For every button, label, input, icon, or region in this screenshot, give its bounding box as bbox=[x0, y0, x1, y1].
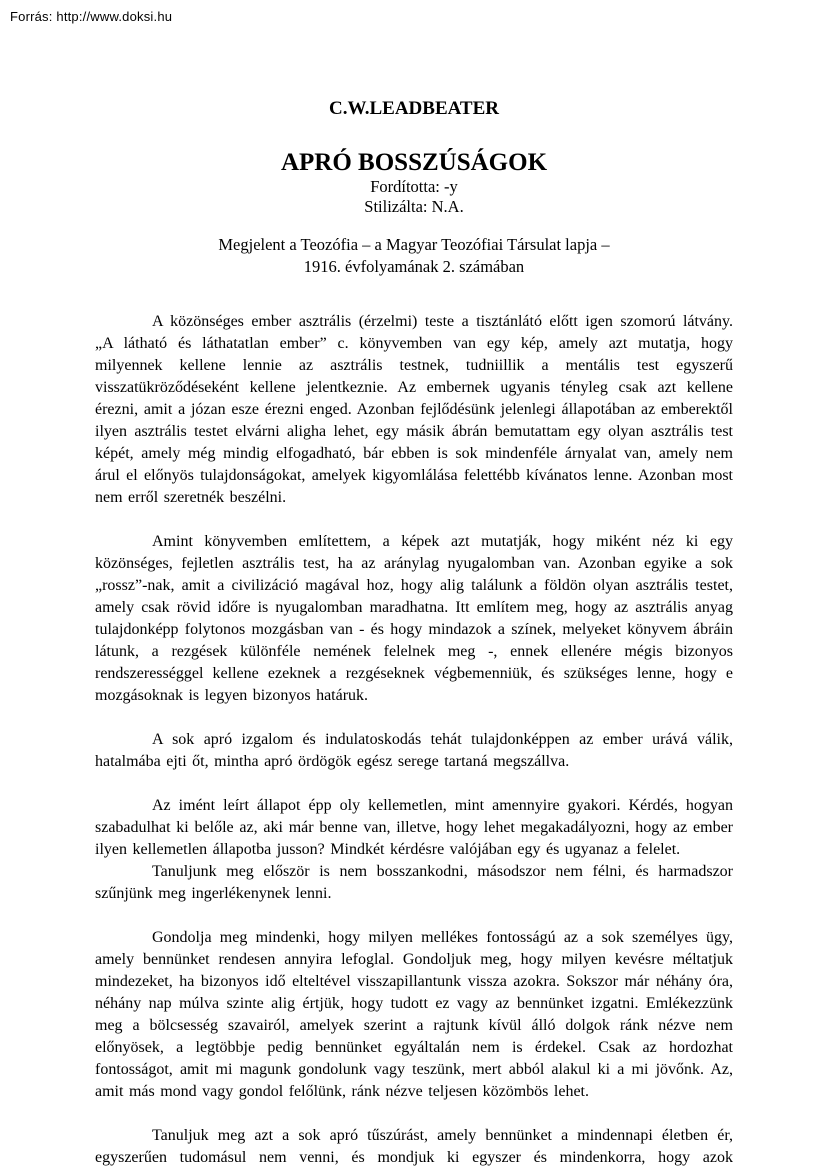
document-body bbox=[95, 97, 733, 1169]
paragraph-1: A közönséges ember asztrális (érzelmi) teste a tisztánlátó előtt igen szomorú látvány. „A látható és láthatatlan ember” c. könyvemben van egy kép, amely azt mutatja, hogy milyennek kellene lennie az asztrális testnek, tudniillik a mentális test egyszerű visszatükröződéseként kellene jelentkeznie. Az embernek ugyanis tényleg csak azt kellene érezni, amit a józan esze érezni enged. Azonban fejlődésünk jelenlegi állapotában az emberektől ilyen asztrális testet elvárni aligha lehet, egy másik ábrán bemutattam egy olyan asztrális test képét, amely még mindig elfogadható, bár ebben is sok mindenféle árnyalat van, amely nem árul el előnyös tulajdonságokat, amelyek kigyomlálása felettébb kívánatos lenne. Azonban most nem erről szeretnék beszélni. bbox=[95, 313, 733, 506]
paragraph-4: Az imént leírt állapot épp oly kellemetlen, mint amennyire gyakori. Kérdés, hogyan szabadulhat ki belőle az, aki már benne van, illetve, hogy lehet megakadályozni, hogy az ember ilyen kellemetlen állapotba jusson? Mindkét kérdésre valójában egy és ugyanaz a felelet. bbox=[95, 797, 733, 858]
translator-line: Fordította: -y bbox=[370, 177, 458, 196]
publication-line-1: Megjelent a Teozófia – a Magyar Teozófiai Társulat lapja – bbox=[218, 235, 610, 254]
source-note: Forrás: http://www.doksi.hu bbox=[10, 9, 173, 24]
author-heading: C.W.LEADBEATER bbox=[329, 98, 499, 119]
publication-line-2: 1916. évfolyamának 2. számában bbox=[303, 257, 525, 276]
paragraph-7: Tanuljuk meg azt a sok apró tűszúrást, amely bennünket a mindennapi életben ér, egyszerűen tudomásul nem venni, és mondjuk ki egyszer és mindenkorra, hogy azok bbox=[95, 1127, 733, 1166]
paragraph-3: A sok apró izgalom és indulatoskodás tehát tulajdonképpen az ember urává válik, hatalmába ejti őt, mintha apró ördögök egész serege tartaná megszállva. bbox=[95, 731, 733, 770]
document-title: APRÓ BOSSZÚSÁGOK bbox=[280, 149, 548, 176]
publication-info bbox=[95, 234, 733, 278]
paragraph-5: Tanuljunk meg először is nem bosszankodni, másodszor nem félni, és harmadszor szűnjünk meg ingerlékenynek lenni. bbox=[95, 863, 733, 902]
stylist-line: Stilizálta: N.A. bbox=[364, 197, 464, 216]
paragraph-6: Gondolja meg mindenki, hogy milyen mellékes fontosságú az a sok személyes ügy, amely bennünket rendesen annyira lefoglal. Gondoljuk meg, hogy milyen kevésre méltatjuk mindezeket, ha bizonyos idő elteltével visszapillantunk vissza azokra. Sokszor már néhány óra, néhány nap múlva szinte alig értjük, hogy tudott ez vagy az bennünket izgatni. Emlékezzünk meg a bölcsesség szavairól, amelyek szerint a rajtunk kívül álló dolgok ránk nézve nem előnyösek, a legtöbbje pedig bennünket egyáltalán nem is érdekel. Csak az hordozhat fontosságot, amit mi magunk gondolunk vagy teszünk, mert abból alakul ki a mi jövőnk. Az, amit más mond vagy gondol felőlünk, ránk nézve teljesen közömbös lehet. bbox=[95, 929, 733, 1100]
paragraph-2: Amint könyvemben említettem, a képek azt mutatják, hogy miként néz ki egy közönséges, fejletlen asztrális test, ha az aránylag nyugalomban van. Azonban egyike a sok „rossz”-nak, amit a civilizáció magával hoz, hogy alig találunk a földön olyan asztrális testet, amely csak rövid időre is nyugalomban maradhatna. Itt említem meg, hogy az asztrális anyag tulajdonképp folytonos mozgásban van - és hogy mindazok a színek, melyeket könyvem ábráin látunk, a rezgések különféle nemének felelnek meg -, ennek ellenére mégis bizonyos rendszerességgel kellene ezeknek a rezgéseknek végbemenniük, és szükséges lenne, hogy e mozgásoknak is legyen bizonyos határuk. bbox=[95, 533, 733, 704]
